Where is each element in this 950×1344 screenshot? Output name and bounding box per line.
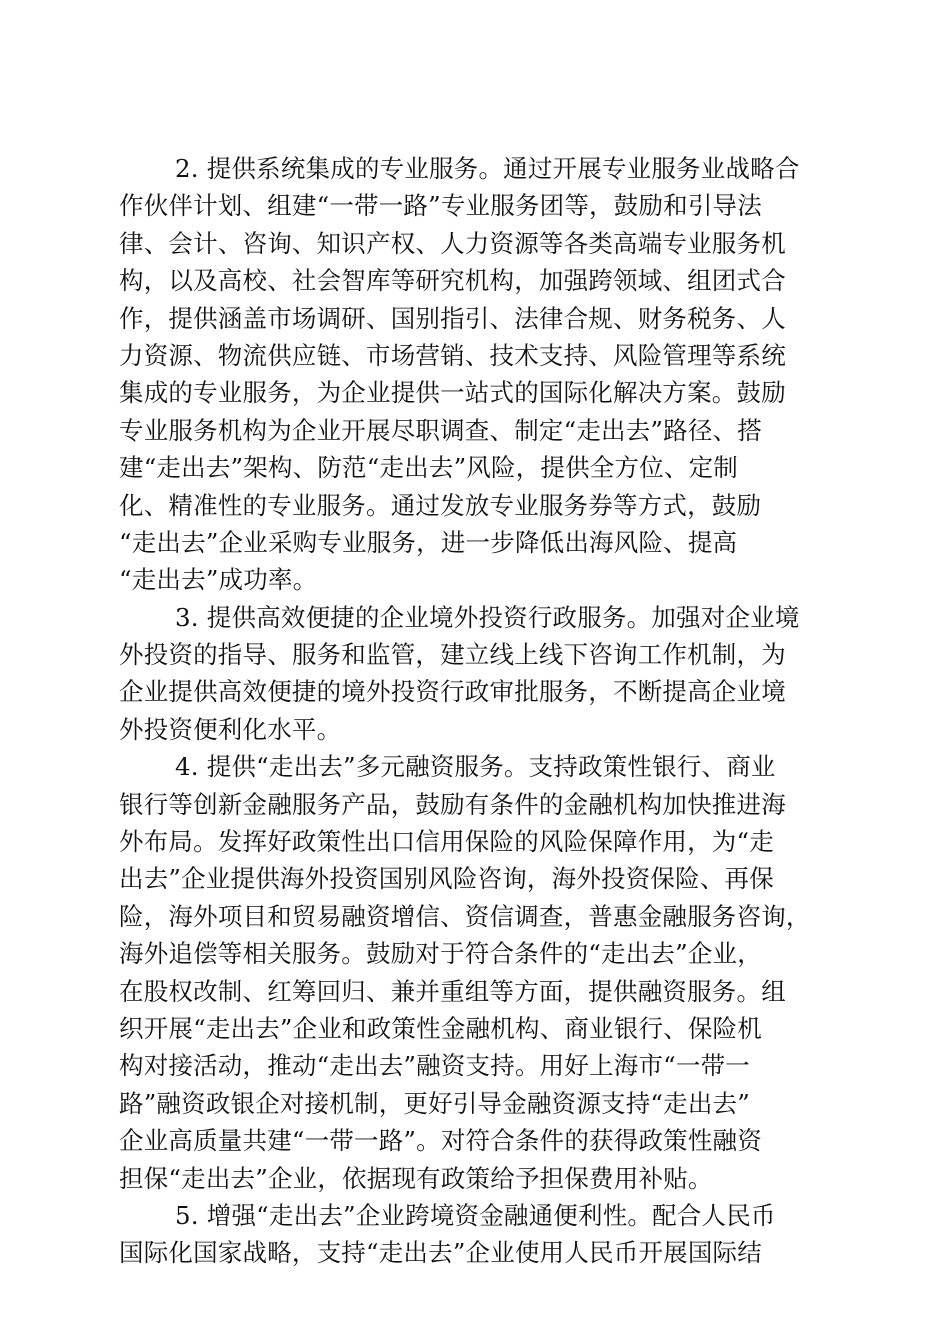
text-line: 化、精准性的专业服务。通过发放专业服务券等方式，鼓励 (119, 490, 762, 520)
text-line: 海外追偿等相关服务。鼓励对于符合条件的“走出去”企业， (119, 939, 762, 969)
text-line: 出去”企业提供海外投资国别风险咨询，海外投资保险、再保 (119, 864, 774, 894)
paragraph-professional-services (119, 150, 831, 599)
document-body (119, 150, 831, 1272)
text-line: 外投资便利化水平。 (119, 714, 342, 744)
text-line: 5. 增强“走出去”企业跨境资金融通便利性。配合人民币 (175, 1200, 776, 1230)
text-line: 律、会计、咨询、知识产权、人力资源等各类高端专业服务机 (119, 228, 786, 258)
text-line: 织开展“走出去”企业和政策性金融机构、商业银行、保险机 (119, 1013, 762, 1043)
text-line: 险，海外项目和贸易融资增信、资信调查，普惠金融服务咨询， (119, 901, 811, 931)
text-line: 2. 提供系统集成的专业服务。通过开展专业服务业战略合 (175, 154, 800, 183)
text-line: 银行等创新金融服务产品，鼓励有条件的金融机构加快推进海 (119, 789, 786, 819)
text-line: 构，以及高校、社会智库等研究机构，加强跨领域、组团式合 (119, 266, 786, 296)
paragraph-investment-admin-services (119, 599, 831, 749)
text-line: 外布局。发挥好政策性出口信用保险的风险保障作用，为“走 (119, 827, 774, 857)
text-line: 专业服务机构为企业开展尽职调查、制定“走出去”路径、搭 (119, 415, 762, 445)
text-line: 建“走出去”架构、防范“走出去”风险，提供全方位、定制 (119, 453, 738, 483)
text-line: 作，提供涵盖市场调研、国别指引、法律合规、财务税务、人 (119, 303, 786, 333)
text-line: 4. 提供“走出去”多元融资服务。支持政策性银行、商业 (175, 752, 776, 782)
text-line: “走出去”企业采购专业服务，进一步降低出海风险、提高 (119, 527, 738, 557)
text-line: 力资源、物流供应链、市场营销、技术支持、风险管理等系统 (119, 340, 786, 370)
paragraph-cross-border-funds (119, 1197, 831, 1272)
text-line: 担保“走出去”企业，依据现有政策给予担保费用补贴。 (119, 1163, 713, 1193)
text-line: “走出去”成功率。 (119, 565, 318, 595)
text-line: 3. 提供高效便捷的企业境外投资行政服务。加强对企业境 (175, 602, 800, 632)
text-line: 路”融资政银企对接机制，更好引导金融资源支持“走出去” (119, 1088, 750, 1118)
paragraph-financing-services (119, 748, 831, 1197)
text-line: 作伙伴计划、组建“一带一路”专业服务团等，鼓励和引导法 (119, 191, 762, 221)
text-line: 企业高质量共建“一带一路”。对符合条件的获得政策性融资 (119, 1126, 762, 1156)
text-line: 企业提供高效便捷的境外投资行政审批服务，不断提高企业境 (119, 677, 786, 707)
text-line: 国际化国家战略，支持“走出去”企业使用人民币开展国际结 (119, 1238, 762, 1268)
text-line: 外投资的指导、服务和监管，建立线上线下咨询工作机制，为 (119, 640, 786, 670)
text-line: 在股权改制、红筹回归、兼并重组等方面，提供融资服务。组 (119, 976, 786, 1006)
text-line: 集成的专业服务，为企业提供一站式的国际化解决方案。鼓励 (119, 378, 786, 408)
text-line: 构对接活动，推动“走出去”融资支持。用好上海市“一带一 (119, 1051, 750, 1081)
